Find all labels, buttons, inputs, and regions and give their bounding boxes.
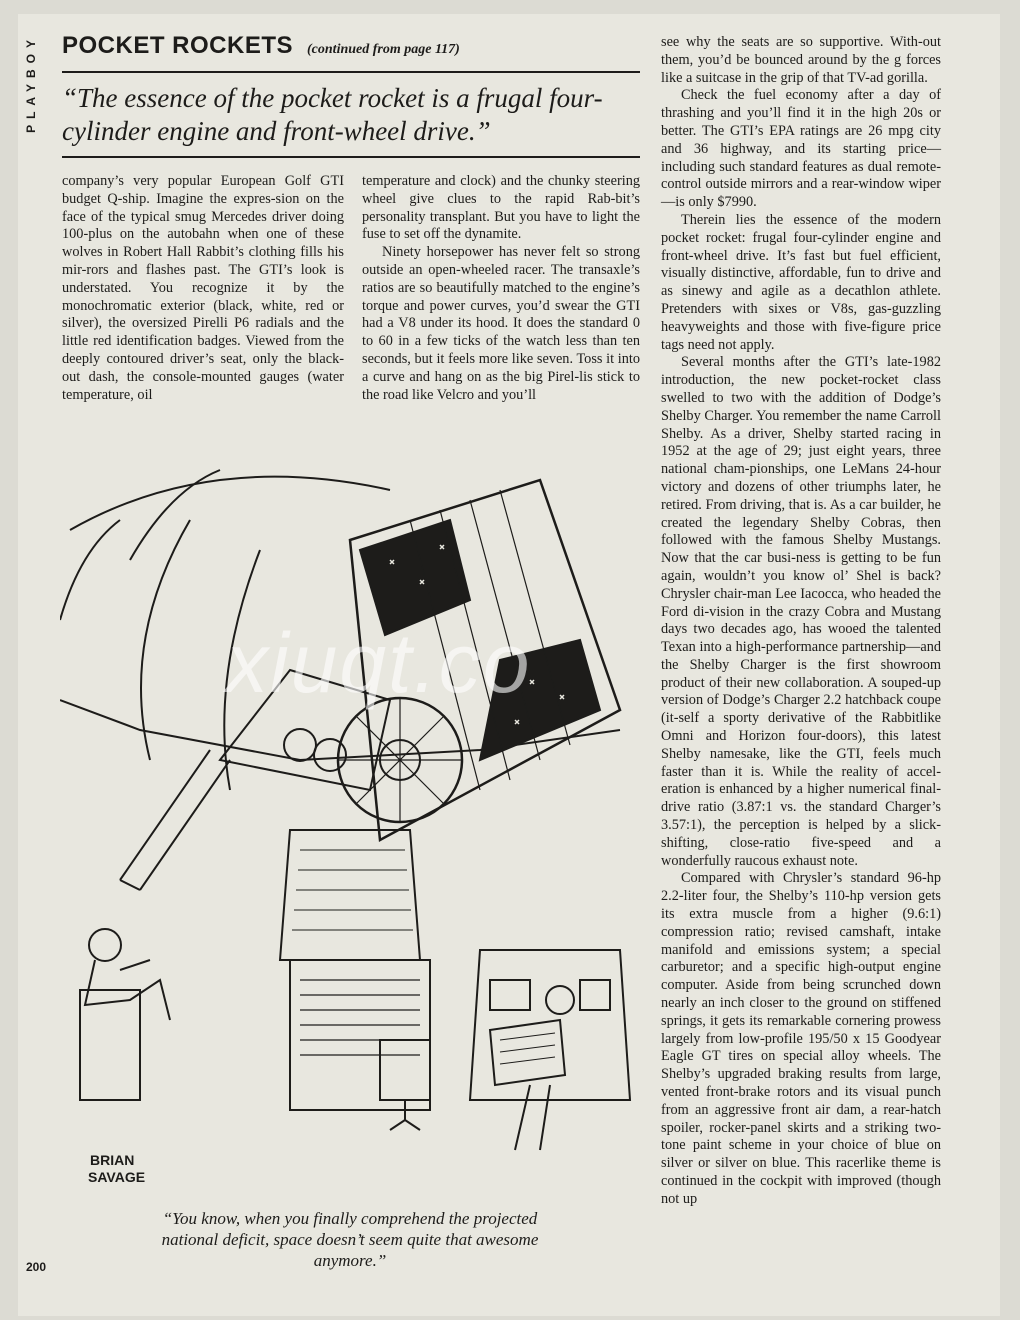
artist-signature: SAVAGE	[88, 1169, 146, 1185]
article-header	[62, 32, 642, 64]
observer-chair	[80, 990, 140, 1100]
continued-note: (continued from page 117)	[307, 42, 460, 57]
control-screen	[580, 980, 610, 1010]
office-chair	[380, 1040, 430, 1130]
wheel-spokes	[338, 698, 462, 822]
gear-wheel	[284, 729, 316, 761]
pull-quote: “The essence of the pocket rocket is a frugal four-cylinder engine and front-wheel drive.”	[62, 83, 603, 146]
column-2	[362, 173, 640, 404]
spine-masthead: PLAYBOY	[24, 34, 38, 133]
cartoon-caption: “You know, when you finally comprehend the projected national deficit, space doesn’t seem quite that awesome anymore.”	[161, 1209, 539, 1270]
section-title: POCKET ROCKETS	[62, 32, 294, 59]
astronomer-head	[89, 929, 121, 961]
pull-quote-rule	[62, 156, 640, 158]
paragraph: company’s very popular European Golf GTI budget Q-ship. Imagine the expres-sion on the face of the typical smug Mercedes driver doing 100-plus on the autobahn when one of these wolves in Robert Hall Rabbit’s clothing fills his mir-rors and flashes past. The GTI’s look is understated. You recognize it by the monochromatic exterior (black, white, red or silver), the oversized Pirelli P6 radials and the little red identification badges. Viewed from the deeply contoured driver’s seat, only the black-out dash, the console-mounted gauges (water temperature, oil	[62, 173, 344, 403]
eyepiece-tube	[120, 750, 230, 890]
paragraph: see why the seats are so supportive. With-out them, you’d be bounced around by the g forces like a suitcase in the grip of that TV-ad gorilla.	[661, 34, 941, 86]
paragraph: Check the fuel economy after a day of thrashing and you’ll find it in the high 20s or better. The GTI’s EPA ratings are 26 mpg city and 36 highway, and its starting price—including such standard features as dual remote-control outside mirrors and a rear-window wiper—is only $7990.	[661, 87, 941, 211]
paragraph: temperature and clock) and the chunky steering wheel give clues to the rapid Rab-bit’s personality transplant. But you have to light the fuse to set off the dynamite.	[362, 173, 640, 243]
paragraph: Therein lies the essence of the modern pocket rocket: frugal four-cylinder engine and front-wheel drive. It’s fast but fuel efficient, visually distinctive, affordable, fun to drive and as sinewy and agile as a decathlon athlete. Pretenders with sixes or V8s, gas-guzzling heavyweights and those with five-figure price tags need not apply.	[661, 211, 941, 353]
watermark: xiuqt.co	[226, 616, 532, 710]
paragraph: Ninety horsepower has never felt so strong outside an open-wheeled racer. The transaxle’s ratios are so beautifully matched to the engine’s torque and power curves, you’d swear the GTI had a V8 under its hood. It does the standard 0 to 60 in a few ticks of the watch less than ten seconds, but it feels more like seven. Toss it into a curve and hang on as the big Pirel-lis stick to the road like Velcro and you’ll	[362, 244, 640, 403]
page-number: 200	[26, 1260, 47, 1274]
newspaper	[490, 1020, 565, 1085]
reader-legs	[515, 1085, 550, 1150]
newspaper-lines	[500, 1033, 555, 1064]
observatory-cartoon	[60, 460, 640, 1202]
column-3	[661, 34, 941, 1209]
console-base	[290, 960, 430, 1110]
console-vents	[300, 980, 420, 1055]
paragraph: Several months after the GTI’s late-1982 introduction, the new pocket-rocket class swelled to two with the addition of Dodge’s Shelby Charger. You remember the name Carroll Shelby. As a driver, Shelby started racing in 1952 at the age of 29; just eight years, three national cham-pionships, one LeMans 24-hour victory and dozens of other triumphs later, he retired. From driving, that is. As a car builder, he created the legendary Shelby Cobras, then followed with the famous Shelby Mustangs. Now that the car busi-ness is getting to be fun again, wouldn’t you know ol’ Shel is back? Chrysler chair-man Lee Iacocca, who headed the Ford di-vision in the crazy Cobra and Mustang days two decades ago, has wooed the talented Texan into a high-performance partnership—and the Shelby Charger is the first showroom product of their new collaboration. A souped-up version of Dodge’s Charger 2.2 hatchback coupe (it-self a sporty derivative of the Rabbitlike Omni and Horizon four-doors), this latest Shelby namesake, like the GTI, feels much faster than it is. While the reality of accel-eration is enhanced by a higher numerical final-drive ratio (3.87:1 vs. the standard Charger’s 3.57:1), the perception is helped by a slick-shifting, close-ratio five-speed and a wonderfully raucous exhaust note.	[661, 354, 941, 869]
pedestal-lines	[292, 850, 413, 930]
column-1	[62, 173, 344, 404]
paragraph: Compared with Chrysler’s standard 96-hp 2.2-liter four, the Shelby’s 110-hp version gets its extra muscle from a higher (9.6:1) compression ratio; revised camshaft, intake manifold and emissions system; a special carburetor; and a specific high-output engine computer. Aside from being scrunched down nearly an inch closer to the ground on stiffened springs, it gets its remarkable cornering prowess largely from low-profile 195/50 x 15 Goodyear Eagle GT tires on special alloy wheels. The Shelby’s upgraded braking results from large, vented front-brake rotors and its visual punch from an aggressive front air dam, a rear-hatch spoiler, rocker-panel skirts and a striking two-tone paint scheme in your choice of blue on silver or silver on blue. This racerlike theme is continued in the cockpit with improved (though not up	[661, 870, 941, 1207]
reader-head	[546, 986, 574, 1014]
control-screen	[490, 980, 530, 1010]
artist-signature: BRIAN	[90, 1152, 135, 1168]
header-rule	[62, 71, 640, 73]
